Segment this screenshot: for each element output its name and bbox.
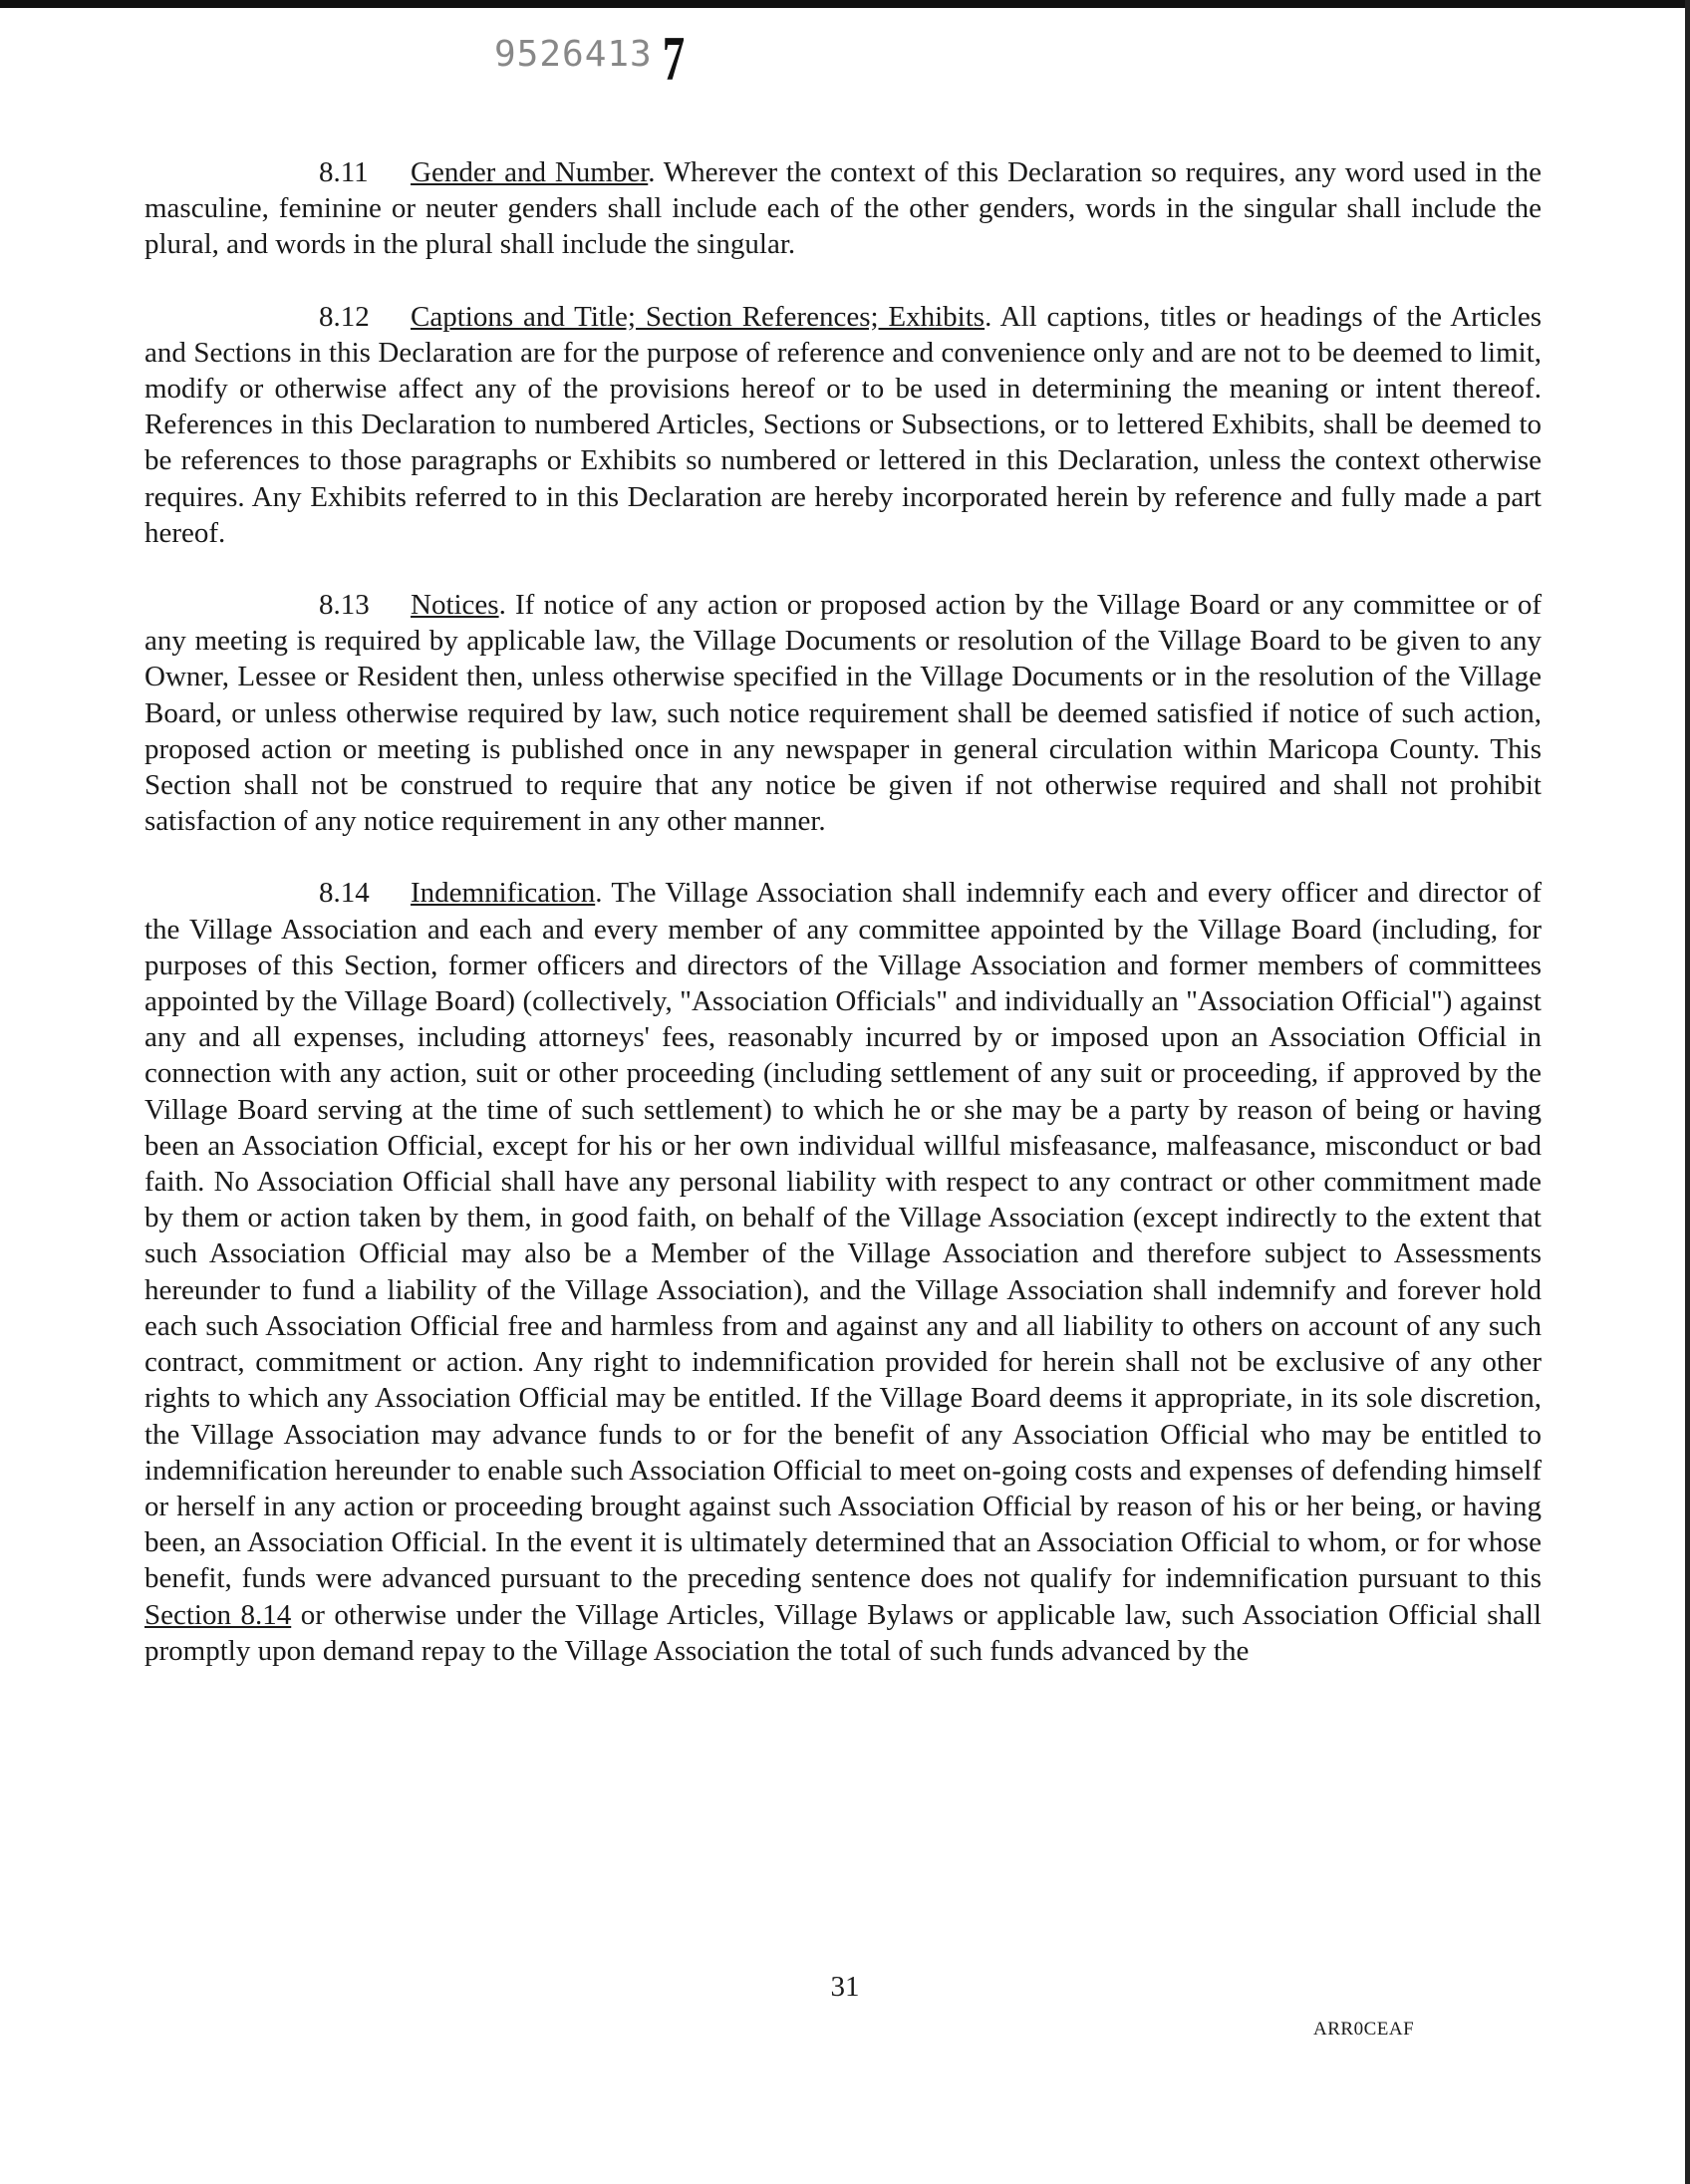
scan-right-border [1685, 0, 1690, 2184]
section-8-13 [144, 587, 1542, 839]
footer-document-code: ARR0CEAF [1313, 2019, 1415, 2040]
section-heading: Gender and Number [411, 156, 649, 188]
section-text-continued: or otherwise under the Village Articles, Village Bylaws or applicable law, such Association Official shall promptly upon demand repay to the Village Association the total of such funds advanced by the [144, 1598, 1542, 1667]
section-number: 8.13 [319, 589, 370, 622]
section-text: . All captions, titles or headings of the Articles and Sections in this Declaration are for the purpose of reference and convenience only and are not to be deemed to limit, modify or otherwise affect any of the provisions hereof or to be used in determining the meaning or intent thereof. References in this Declaration to numbered Articles, Sections or Subsections, or to lettered Exhibits, shall be deemed to be references to those paragraphs or Exhibits so numbered or lettered in this Declaration, unless the context otherwise requires. Any Exhibits referred to in this Declaration are hereby incorporated herein by reference and fully made a part hereof. [144, 300, 1543, 549]
document-stamp-number: 9526413 [494, 34, 653, 75]
section-8-12 [144, 299, 1542, 551]
section-number: 8.12 [319, 300, 370, 333]
section-text: . If notice of any action or proposed action by the Village Board or any committee or of any meeting is required by applicable law, the Village Documents or resolution of the Village Board to be given to any Owner, Lessee or Resident then, unless otherwise specified in the Village Documents or in the resolution of the Village Board, or unless otherwise required by law, such notice requirement shall be deemed satisfied if notice of such action, proposed action or meeting is published once in any newspaper in general circulation within Maricopa County. This Section shall not be construed to require that any notice be given if not otherwise required and shall not prohibit satisfaction of any notice requirement in any other manner. [144, 589, 1542, 838]
document-stamp-handwritten-digit: 7 [662, 23, 686, 94]
page-number: 31 [830, 1971, 860, 2003]
section-heading: Notices [411, 589, 499, 622]
section-8-11 [144, 154, 1542, 263]
section-heading: Indemnification [411, 877, 596, 910]
section-8-14 [144, 875, 1542, 1668]
section-text: . The Village Association shall indemnify each and every officer and director of the Village Association and each and every member of any committee appointed by the Village Board (including, for purposes of this Section, former officers and directors of the Village Association and former members of committees appointed by the Village Board) (collectively, "Association Officials" and individually an "Association Official") against any and all expenses, including attorneys' fees, reasonably incurred by or imposed upon an Association Official in connection with any action, suit or other proceeding (including settlement of any suit or proceeding, if approved by the Village Board serving at the time of such settlement) to which he or she may be a party by reason of being or having been an Association Official, except for his or her own individual willful misfeasance, malfeasance, misconduct or bad faith. No Association Official shall have any personal liability with respect to any contract or other commitment made by them or action taken by them, in good faith, on behalf of the Village Association (except indirectly to the extent that such Association Official may also be a Member of the Village Association and therefore subject to Assessments hereunder to fund a liability of the Village Association), and the Village Association shall indemnify and forever hold each such Association Official free and harmless from and against any and all liability to others on account of any such contract, commitment or action. Any right to indemnification provided for herein shall not be exclusive of any other rights to which any Association Official may be entitled. If the Village Board deems it appropriate, in its sole discretion, the Village Association may advance funds to or for the benefit of any Association Official who may be entitled to indemnification hereunder to enable such Association Official to meet on-going costs and expenses of defending himself or herself in any action or proceeding brought against such Association Official by reason of his or her being, or having been, an Association Official. In the event it is ultimately determined that an Association Official to whom, or for whose benefit, funds were advanced pursuant to the preceding sentence does not qualify for indemnification pursuant to this [144, 877, 1542, 1595]
document-body [144, 154, 1542, 1705]
section-number: 8.11 [319, 156, 369, 188]
section-heading: Captions and Title; Section References; Exhibits [411, 300, 986, 333]
section-number: 8.14 [319, 877, 370, 910]
section-text: . Wherever the context of this Declaration so requires, any word used in the masculine, feminine or neuter genders shall include each of the other genders, words in the singular shall include the plural, and words in the plural shall include the singular. [144, 156, 1542, 261]
scan-top-border [0, 0, 1690, 8]
section-cross-reference: Section 8.14 [144, 1598, 292, 1631]
